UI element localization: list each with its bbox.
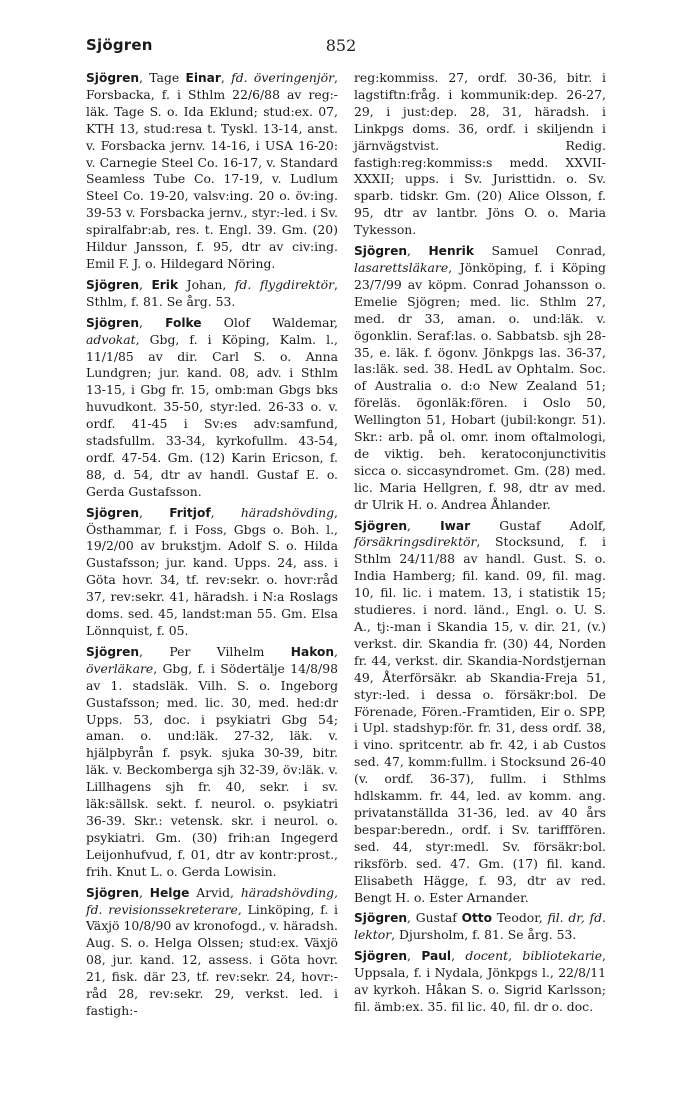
entry-title: häradshövding	[240, 504, 335, 520]
entry-surname: Sjögren	[354, 518, 408, 533]
running-head-name: Sjögren	[86, 36, 153, 54]
entry-einar	[86, 70, 338, 273]
entry-title: lasarettsläkare	[354, 259, 449, 275]
entry-iwar	[354, 518, 606, 907]
entry-separator: ,	[139, 70, 150, 85]
entry-given-post: ,	[451, 948, 466, 964]
running-head	[86, 36, 596, 60]
entry-separator: ,	[139, 314, 166, 330]
entry-fritjof	[86, 505, 338, 640]
entry-given-post: Johan,	[178, 276, 235, 292]
entry-body: , Gbg, f. i Köping, Kalm. l., 11/1/85 av dir. Carl S. o. Anna Lundgren; jur. kand. 08, adv. i Sthlm 13-15, i Gbg fr. 15, omb:man Gbgs bks huvudkont. 35-50, styr:led. 26-33 o. v. ordf. 41-45 i Sv:es adv:samfund, stadsfullm. 33-34, kyrkofullm. 43-54, ordf. 47-54. Gm. (12) Karin Ericson, f. 88, d. 54, dtr av handl. Gustaf E. o. Gerda Gustafsson.	[86, 331, 338, 499]
entry-given-post: Gustaf Adolf,	[470, 517, 606, 533]
entry-separator: ,	[407, 910, 416, 926]
entry-title: advokat	[86, 331, 136, 347]
entry-title: försäkringsdirektör	[354, 534, 477, 550]
entry-separator: ,	[407, 517, 441, 533]
entry-folke	[86, 315, 338, 501]
entry-erik	[86, 277, 338, 311]
right-column	[354, 70, 606, 1020]
entry-surname: Sjögren	[354, 911, 408, 926]
entry-body: , Linköping, f. i Växjö 10/8/90 av kronofogd., v. häradsh. Aug. S. o. Helga Olssen; stud:ex. Växjö 08, jur. kand. 12, assess. i Göta hovr. 21, fisk. där 23, tf. rev:sekr. 24, hovr:-råd 28, rev:sekr. 29, verkst. led. i fastigh:-	[86, 901, 339, 1018]
entry-separator: ,	[139, 276, 152, 292]
entry-body: , Djursholm, f. 81. Se årg. 53.	[391, 927, 577, 943]
entry-given-bold: Iwar	[440, 518, 471, 533]
entry-given-post: Olof Waldemar,	[201, 314, 338, 330]
entry-surname: Sjögren	[86, 885, 140, 900]
entry-separator: ,	[407, 948, 422, 964]
entry-given-post: ,	[334, 643, 338, 659]
entry-title: docent, bibliotekarie	[465, 948, 603, 964]
entry-hakon	[86, 644, 338, 881]
entry-paul	[354, 948, 606, 1016]
entry-body: , Sthlm, f. 81. Se årg. 53.	[86, 276, 338, 309]
entry-separator: ,	[139, 643, 170, 659]
text-columns	[86, 70, 606, 1080]
entry-separator: ,	[139, 884, 150, 900]
entry-given-bold: Folke	[165, 315, 202, 330]
entry-given-bold: Helge	[149, 885, 190, 900]
entry-given-bold: Einar	[185, 71, 221, 85]
entry-surname: Sjögren	[86, 644, 140, 659]
entry-given-post: Arvid,	[189, 884, 241, 900]
page-number: 852	[325, 36, 357, 55]
entry-given-bold: Paul	[421, 949, 452, 964]
entry-given-post: ,	[210, 504, 241, 520]
entry-body: , Östhammar, f. i Foss, Gbgs o. Boh. l., 19/2/00 av brukstjm. Adolf S. o. Hilda Gustafsson; jur. kand. Upps. 24, ass. i Göta hovr. 34, tf. rev:sekr. o. hovr:råd 37, rev:sekr. 41, häradsh. i N:a Roslags doms. sed. 45, landst:man 55. Gm. Elsa Lönnquist, f. 05.	[86, 504, 338, 638]
entry-given-pre: Gustaf	[415, 910, 462, 926]
entry-title: fd. överingenjör	[231, 70, 335, 85]
entry-given-post: Samuel Conrad,	[473, 243, 606, 259]
entry-surname: Sjögren	[86, 277, 140, 292]
entry-given-post: Teodor,	[492, 910, 548, 926]
entry-body: , Gbg, f. i Södertälje 14/8/98 av 1. stadsläk. Vilh. S. o. Ingeborg Gustafsson; med. lic. 30, med. hed:dr Upps. 53, doc. i psykiatri Gbg 54; aman. o. und:läk. 27-32, läk. v. hjälpbyrån f. psyk. sjuka 30-39, bitr. läk. v. Beckomberga sjh 32-39, öv:läk. v. Lillhagens sjh fr. 40, sekr. i sv. läk:sällsk. sekt. f. neurol. o. psykiatri 36-39. Skr.: vetensk. skr. i neurol. o. psykiatri. Gm. (30) frih:an Ingegerd Leijonhufvud, f. 01, dtr av kontr:prost., frih. Knut L. o. Gerda Lowisin.	[86, 660, 338, 879]
entry-surname: Sjögren	[86, 71, 140, 85]
entry-title: fd. flygdirektör	[234, 276, 335, 292]
entry-title: häradshövding, fd. revisionssekreterare	[86, 884, 338, 917]
entry-surname: Sjögren	[86, 505, 140, 520]
entry-body: , Uppsala, f. i Nydala, Jönkpgs l., 22/8/11 av kyrkoh. Håkan S. o. Sigrid Karlsson; fil. ämb:ex. 35. fil lic. 40, fil. dr o. doc.	[354, 948, 606, 1014]
entry-given-bold: Henrik	[428, 244, 474, 259]
entry-surname: Sjögren	[354, 244, 408, 259]
entry-body: , Stocksund, f. i Sthlm 24/11/88 av handl. Gust. S. o. India Hamberg; fil. kand. 09, fil. mag. 10, fil. lic. i matem. 13, i statistik 15; studieres. i nord. länd., Engl. o. U. S. A., tj:-man i Skandia 15, v. dir. 21, (v.) verkst. dir. Skandia fr. (30) 44, Norden fr. 44, verkst. dir. Skandia-Nordstjernan 49, Återförsäkr. ab Skandia-Freja 51, styr:-led. i dessa o. försäkr:bol. De Förenade, Fören.-Framtiden, Eir o. SPP, i Upl. stadshyp:för. fr. 31, dess ordf. 38, i vino. spritcentr. ab fr. 42, i ab Custos sed. 47, komm:fullm. i Stocksund 26-40 (v. ordf. 36-37), fullm. i Sthlms hdlskamm. fr. 44, led. av komm. ang. privatanställda 31-36, led. av 40 års bespar:beredn., ordf. i Sv. tarifffören. sed. 44, styr:medl. Sv. försäkr:bol. riksförb. sed. 47. Gm. (17) fil. kand. Elisabeth Hägge, f. 93, dtr av red. Bengt H. o. Ester Arnander.	[354, 534, 606, 905]
entry-given-pre: Per Vilhelm	[169, 643, 291, 659]
entry-body: , Forsbacka, f. i Sthlm 22/6/88 av reg:-läk. Tage S. o. Ida Eklund; stud:ex. 07, KTH 13, stud:resa t. Tyskl. 13-14, anst. v. Forsbacka jernv. 14-16, i USA 16-20: v. Carnegie Steel Co. 16-17, v. Standard Seamless Tube Co. 17-19, v. Ludlum Steel Co. 19-20, valsv:ing. 20 o. öv:ing. 39-53 v. Forsbacka jernv., styr:-led. i Sv. spiralfabr:ab, res. t. Engl. 39. Gm. (20) Hildur Jansson, f. 95, dtr av civ:ing. Emil F. J. o. Hildegard Nöring.	[86, 70, 338, 271]
entry-given-bold: Erik	[151, 277, 179, 292]
entry-henrik	[354, 243, 606, 514]
entry-title: fil. dr, fd. lektor	[354, 910, 606, 943]
entry-title: överläkare	[86, 660, 154, 676]
entry-surname: Sjögren	[86, 315, 140, 330]
entry-otto	[354, 910, 606, 944]
entry-surname: Sjögren	[354, 949, 408, 964]
entry-given-post: ,	[220, 70, 232, 85]
entry-body: reg:kommiss. 27, ordf. 30-36, bitr. i lagstiftn:fråg. i kommunik:dep. 26-27, 29, i just:dep. 28, 31, häradsh. i Linkpgs doms. 36, ordf. i skiljendn i järnvägstvist. Redig. fastigh:reg:kommiss:s medd. XXVII-XXXII; upps. i Sv. Juristtidn. o. Sv. sparb. tidskr. Gm. (20) Alice Olsson, f. 95, dtr av lantbr. Jöns O. o. Maria Tykesson.	[354, 70, 606, 238]
entry-given-pre: Tage	[149, 70, 186, 85]
entry-given-bold: Fritjof	[169, 505, 211, 520]
entry-separator: ,	[139, 504, 170, 520]
entry-given-bold: Hakon	[290, 644, 335, 659]
entry-separator: ,	[407, 243, 429, 259]
left-column	[86, 70, 338, 1024]
entry-helge	[86, 885, 338, 1020]
entry-given-bold: Otto	[461, 911, 492, 926]
entry-helge-continued	[354, 70, 606, 239]
entry-body: , Jönköping, f. i Köping 23/7/99 av köpm. Conrad Johansson o. Emelie Sjögren; med. lic. Sthlm 27, med. dr 33, aman. o. und:läk. v. ögonklin. Seraf:las. o. Sabbatsb. sjh 28-35, e. läk. f. ögonv. Jönkpgs las. 36-37, las:läk. sed. 38. HedL av Ophtalm. Soc. of Australia o. d:o New Zealand 51; föreläs. ögonläk:fören. i Oslo 50, Wellington 51, Hobart (jubil:kongr. 51). Skr.: arb. på ol. omr. inom oftalmologi, de viktig. beh. keratoconjunctivitis sicca o. siccasyndromet. Gm. (28) med. lic. Maria Hellgren, f. 98, dtr av med. dr Ulrik H. o. Andrea Åhlander.	[354, 259, 606, 512]
